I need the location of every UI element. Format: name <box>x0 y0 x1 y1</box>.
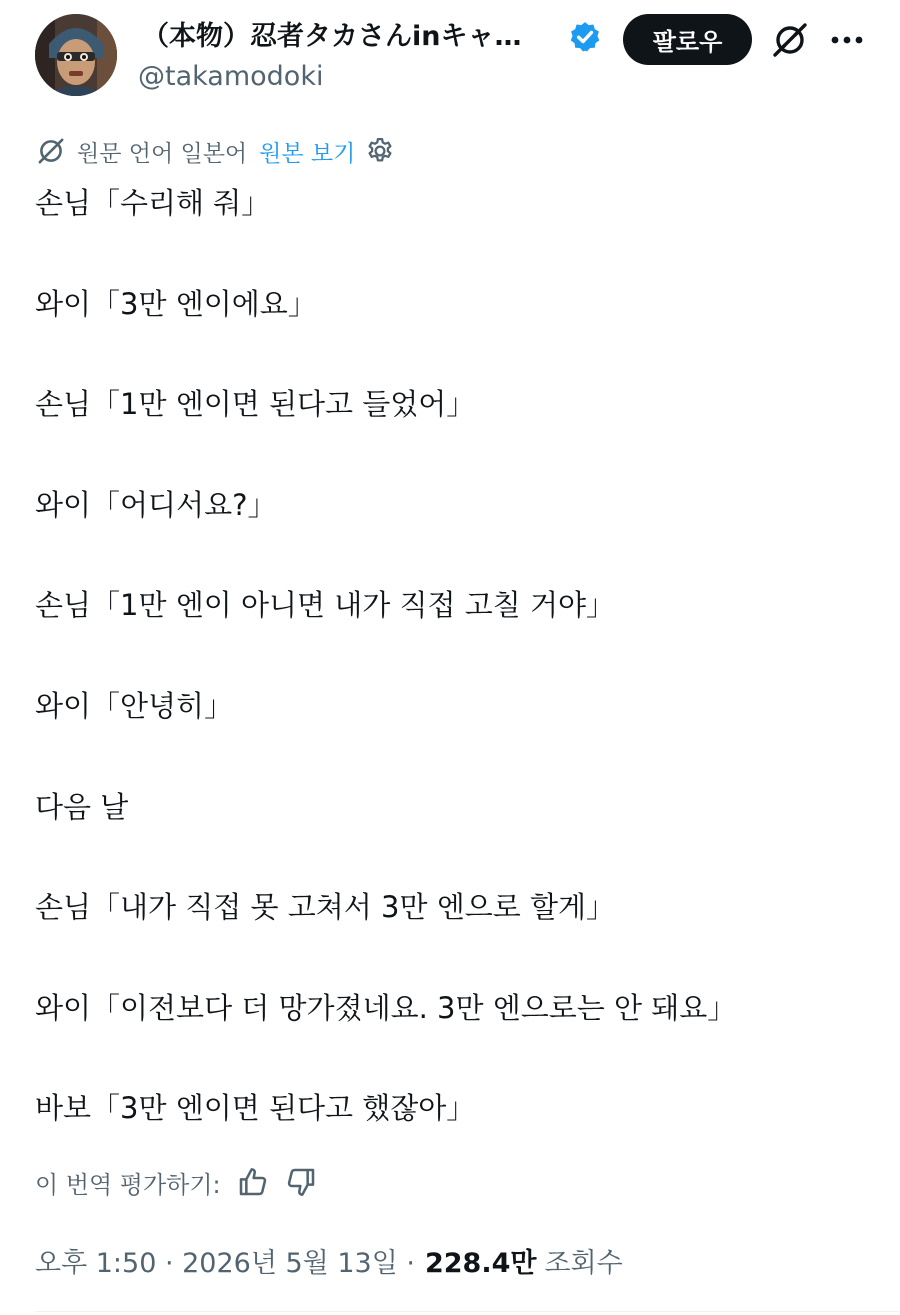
avatar[interactable] <box>35 14 117 96</box>
more-options-icon[interactable] <box>828 26 866 54</box>
tweet-text-line: 손님「수리해 줘」 <box>35 186 271 220</box>
tweet-text-line: 손님「내가 직접 못 고쳐서 3만 엔으로 할게」 <box>35 890 615 925</box>
thumbs-up-icon[interactable] <box>237 1166 269 1198</box>
rate-translation-label: 이 번역 평가하기: <box>35 1170 221 1199</box>
tweet-text-line: 와이「3만 엔이에요」 <box>35 286 317 321</box>
tweet-text-line: 손님「1만 엔이 아니면 내가 직접 고칠 거야」 <box>35 588 615 623</box>
translation-source-language: 원문 언어 일본어 <box>77 140 248 167</box>
tweet-text-line: 와이「이전보다 더 망가졌네요. 3만 엔으로는 안 돼요」 <box>35 990 737 1025</box>
divider <box>35 1311 900 1312</box>
grok-translate-icon <box>35 135 67 167</box>
tweet-text-line: 바보「3만 엔이면 된다고 했잖아」 <box>35 1091 476 1126</box>
verified-badge-icon <box>568 20 602 54</box>
tweet-meta <box>35 1240 623 1280</box>
tweet-text-line: 손님「1만 엔이면 된다고 들었어」 <box>35 387 476 422</box>
gear-icon[interactable] <box>365 136 395 166</box>
views-count: 228.4만 <box>424 1247 537 1279</box>
follow-button[interactable]: 팔로우 <box>623 14 752 65</box>
tweet-text-line: 와이「어디서요?」 <box>35 487 277 522</box>
tweet-text-line: 와이「안녕히」 <box>35 688 234 723</box>
avatar-image-icon <box>35 14 117 96</box>
translation-notice <box>35 133 395 169</box>
tweet-header <box>0 0 900 110</box>
tweet-timestamp[interactable]: 오후 1:50 · 2026년 5월 13일 · <box>35 1247 415 1279</box>
tweet-text-line: 다음 날 <box>35 789 129 824</box>
grok-icon[interactable] <box>770 20 810 60</box>
translation-rating <box>35 1162 317 1202</box>
author-display-name[interactable]: （本物）忍者タカさんinキャ… <box>142 21 522 52</box>
thumbs-down-icon[interactable] <box>285 1166 317 1198</box>
show-original-link[interactable]: 원본 보기 <box>259 140 356 167</box>
views-label: 조회수 <box>544 1247 623 1279</box>
author-handle[interactable]: @takamodoki <box>138 61 324 92</box>
tweet-text <box>35 178 875 1184</box>
